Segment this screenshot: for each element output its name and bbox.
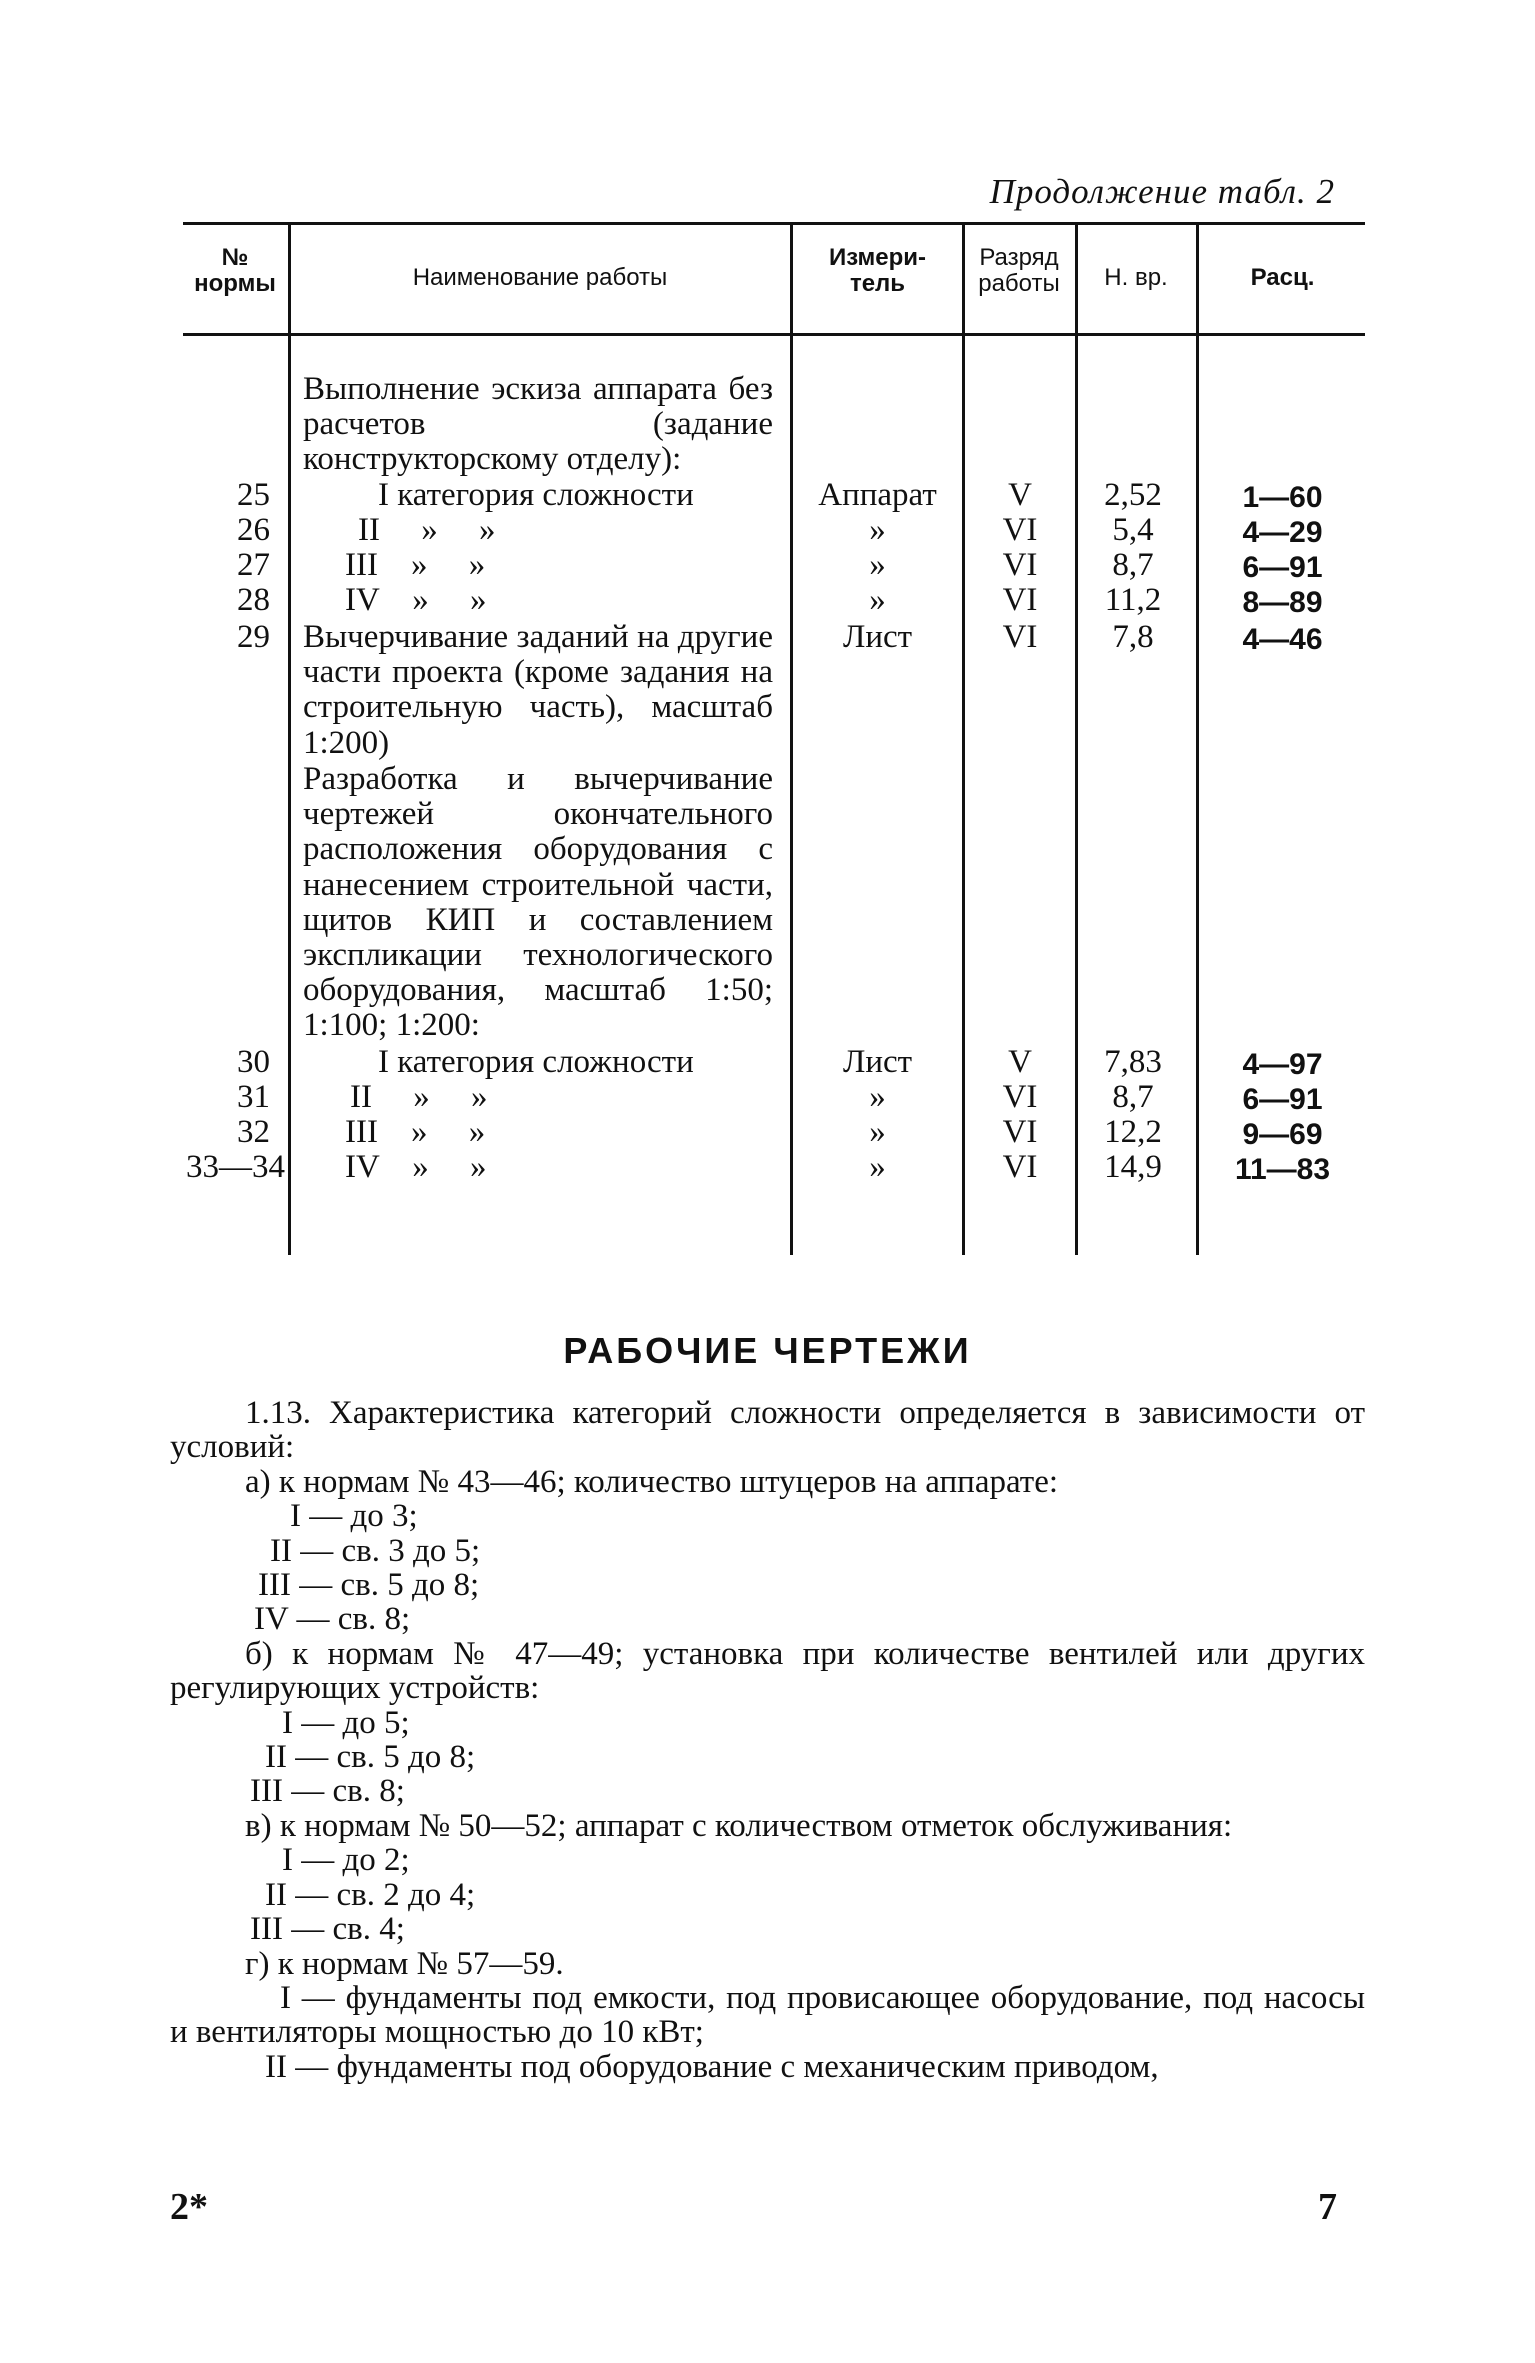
paragraph: I — фундаменты под емкости, под провисающее оборудование, под насосы и вентиляторы мощностью до 10 кВт; (170, 1979, 1365, 2051)
page-number: 7 (1318, 2186, 1337, 2228)
measure: Лист (842, 1044, 913, 1080)
hours: 8,7 (1112, 547, 1154, 583)
work-name: II » » (358, 512, 496, 548)
norm-number: 29 (237, 619, 270, 655)
grade: VI (1002, 1149, 1038, 1185)
norm-number: 31 (237, 1079, 270, 1115)
header-work-name: Наименование работы (412, 264, 668, 291)
work-description-sketch: Выполнение эскиза аппарата без расчетов (задание конструкторскому отделу): (303, 371, 773, 478)
hours: 11,2 (1104, 582, 1162, 618)
body-text (170, 1396, 1365, 2084)
header-measure: Измери- тель (828, 244, 927, 297)
hours: 5,4 (1112, 512, 1154, 548)
paragraph: 1.13. Характеристика категорий сложности определяется в зависимости от условий: (170, 1395, 1365, 1466)
hours: 2,52 (1104, 477, 1162, 513)
paragraph: II — фундаменты под оборудование с механическим приводом, (265, 2048, 1159, 2085)
signature-mark: 2* (170, 2186, 208, 2228)
work-name: IV » » (345, 582, 487, 618)
grade: VI (1002, 1079, 1038, 1115)
norm-number: 26 (237, 512, 270, 548)
work-name: IV » » (345, 1149, 487, 1185)
measure: » (869, 1149, 886, 1185)
table-caption: Продолжение табл. 2 (989, 172, 1335, 211)
grade: V (1008, 477, 1032, 513)
measure: » (869, 547, 886, 583)
list-item: II — св. 3 до 5; (270, 1532, 481, 1569)
list-item: III — св. 8; (250, 1773, 405, 1810)
table-header-rule (183, 333, 1365, 336)
header-grade: Разряд работы (978, 244, 1060, 297)
paragraph: а) к нормам № 43—46; количество штуцеров на аппарате: (245, 1463, 1059, 1500)
norm-number: 30 (237, 1044, 270, 1080)
col-divider-5 (1196, 225, 1199, 1255)
work-description-tracing: Вычерчивание заданий на другие части проекта (кроме задания на строительную часть), масштаб 1:200) (303, 619, 773, 761)
work-name: I категория сложности (378, 477, 694, 513)
list-item: III — св. 5 до 8; (258, 1567, 480, 1604)
section-title: РАБОЧИЕ ЧЕРТЕЖИ (563, 1330, 972, 1371)
rate: 6—91 (1242, 551, 1323, 584)
measure: » (869, 1079, 886, 1115)
list-item: II — св. 5 до 8; (265, 1739, 476, 1776)
norm-number: 32 (237, 1114, 270, 1150)
rate: 6—91 (1242, 1083, 1323, 1116)
paragraph: г) к нормам № 57—59. (245, 1945, 564, 1982)
work-name: III » » (345, 547, 486, 583)
header-norm-number: № нормы (194, 244, 276, 297)
measure: » (869, 582, 886, 618)
list-item: III — св. 4; (250, 1911, 405, 1948)
rate: 8—89 (1242, 586, 1323, 619)
grade: VI (1002, 619, 1038, 655)
rate: 11—83 (1234, 1153, 1331, 1186)
list-item: II — св. 2 до 4; (265, 1876, 476, 1913)
measure: » (869, 1114, 886, 1150)
grade: VI (1002, 512, 1038, 548)
norm-number: 28 (237, 582, 270, 618)
list-item: IV — св. 8; (254, 1601, 411, 1638)
rate: 1—60 (1242, 481, 1323, 514)
grade: VI (1002, 582, 1038, 618)
rate: 4—97 (1242, 1048, 1323, 1081)
hours: 12,2 (1104, 1114, 1162, 1150)
hours: 14,9 (1104, 1149, 1162, 1185)
norm-number: 25 (237, 477, 270, 513)
rate: 9—69 (1242, 1118, 1323, 1151)
grade: VI (1002, 547, 1038, 583)
work-description-layout: Разработка и вычерчивание чертежей окончательного расположения оборудования с нанесением строительной части, щитов КИП и составлением экспликации технологического оборудования, масштаб 1:50; 1:100; 1:200: (303, 761, 773, 1044)
paragraph: б) к нормам № 47—49; установка при количестве вентилей или других регулирующих устройств: (170, 1635, 1365, 1707)
work-name: II » » (350, 1079, 488, 1115)
table-top-rule (183, 222, 1365, 225)
list-item: I — до 3; (290, 1498, 418, 1535)
col-divider-1 (288, 225, 291, 1255)
header-hours: Н. вр. (1104, 264, 1168, 291)
work-name: III » » (345, 1114, 486, 1150)
list-item: I — до 5; (282, 1704, 410, 1741)
norm-number: 33—34 (186, 1149, 285, 1185)
rate: 4—29 (1242, 516, 1323, 549)
work-name: I категория сложности (378, 1044, 694, 1080)
measure: Лист (842, 619, 913, 655)
header-rate: Расц. (1250, 264, 1315, 291)
list-item: I — до 2; (282, 1842, 410, 1879)
grade: VI (1002, 1114, 1038, 1150)
hours: 7,8 (1112, 619, 1154, 655)
norm-number: 27 (237, 547, 270, 583)
hours: 8,7 (1112, 1079, 1154, 1115)
rate: 4—46 (1242, 623, 1323, 656)
measure: Аппарат (818, 477, 937, 513)
hours: 7,83 (1104, 1044, 1162, 1080)
grade: V (1008, 1044, 1032, 1080)
measure: » (869, 512, 886, 548)
paragraph: в) к нормам № 50—52; аппарат с количеством отметок обслуживания: (245, 1807, 1233, 1844)
